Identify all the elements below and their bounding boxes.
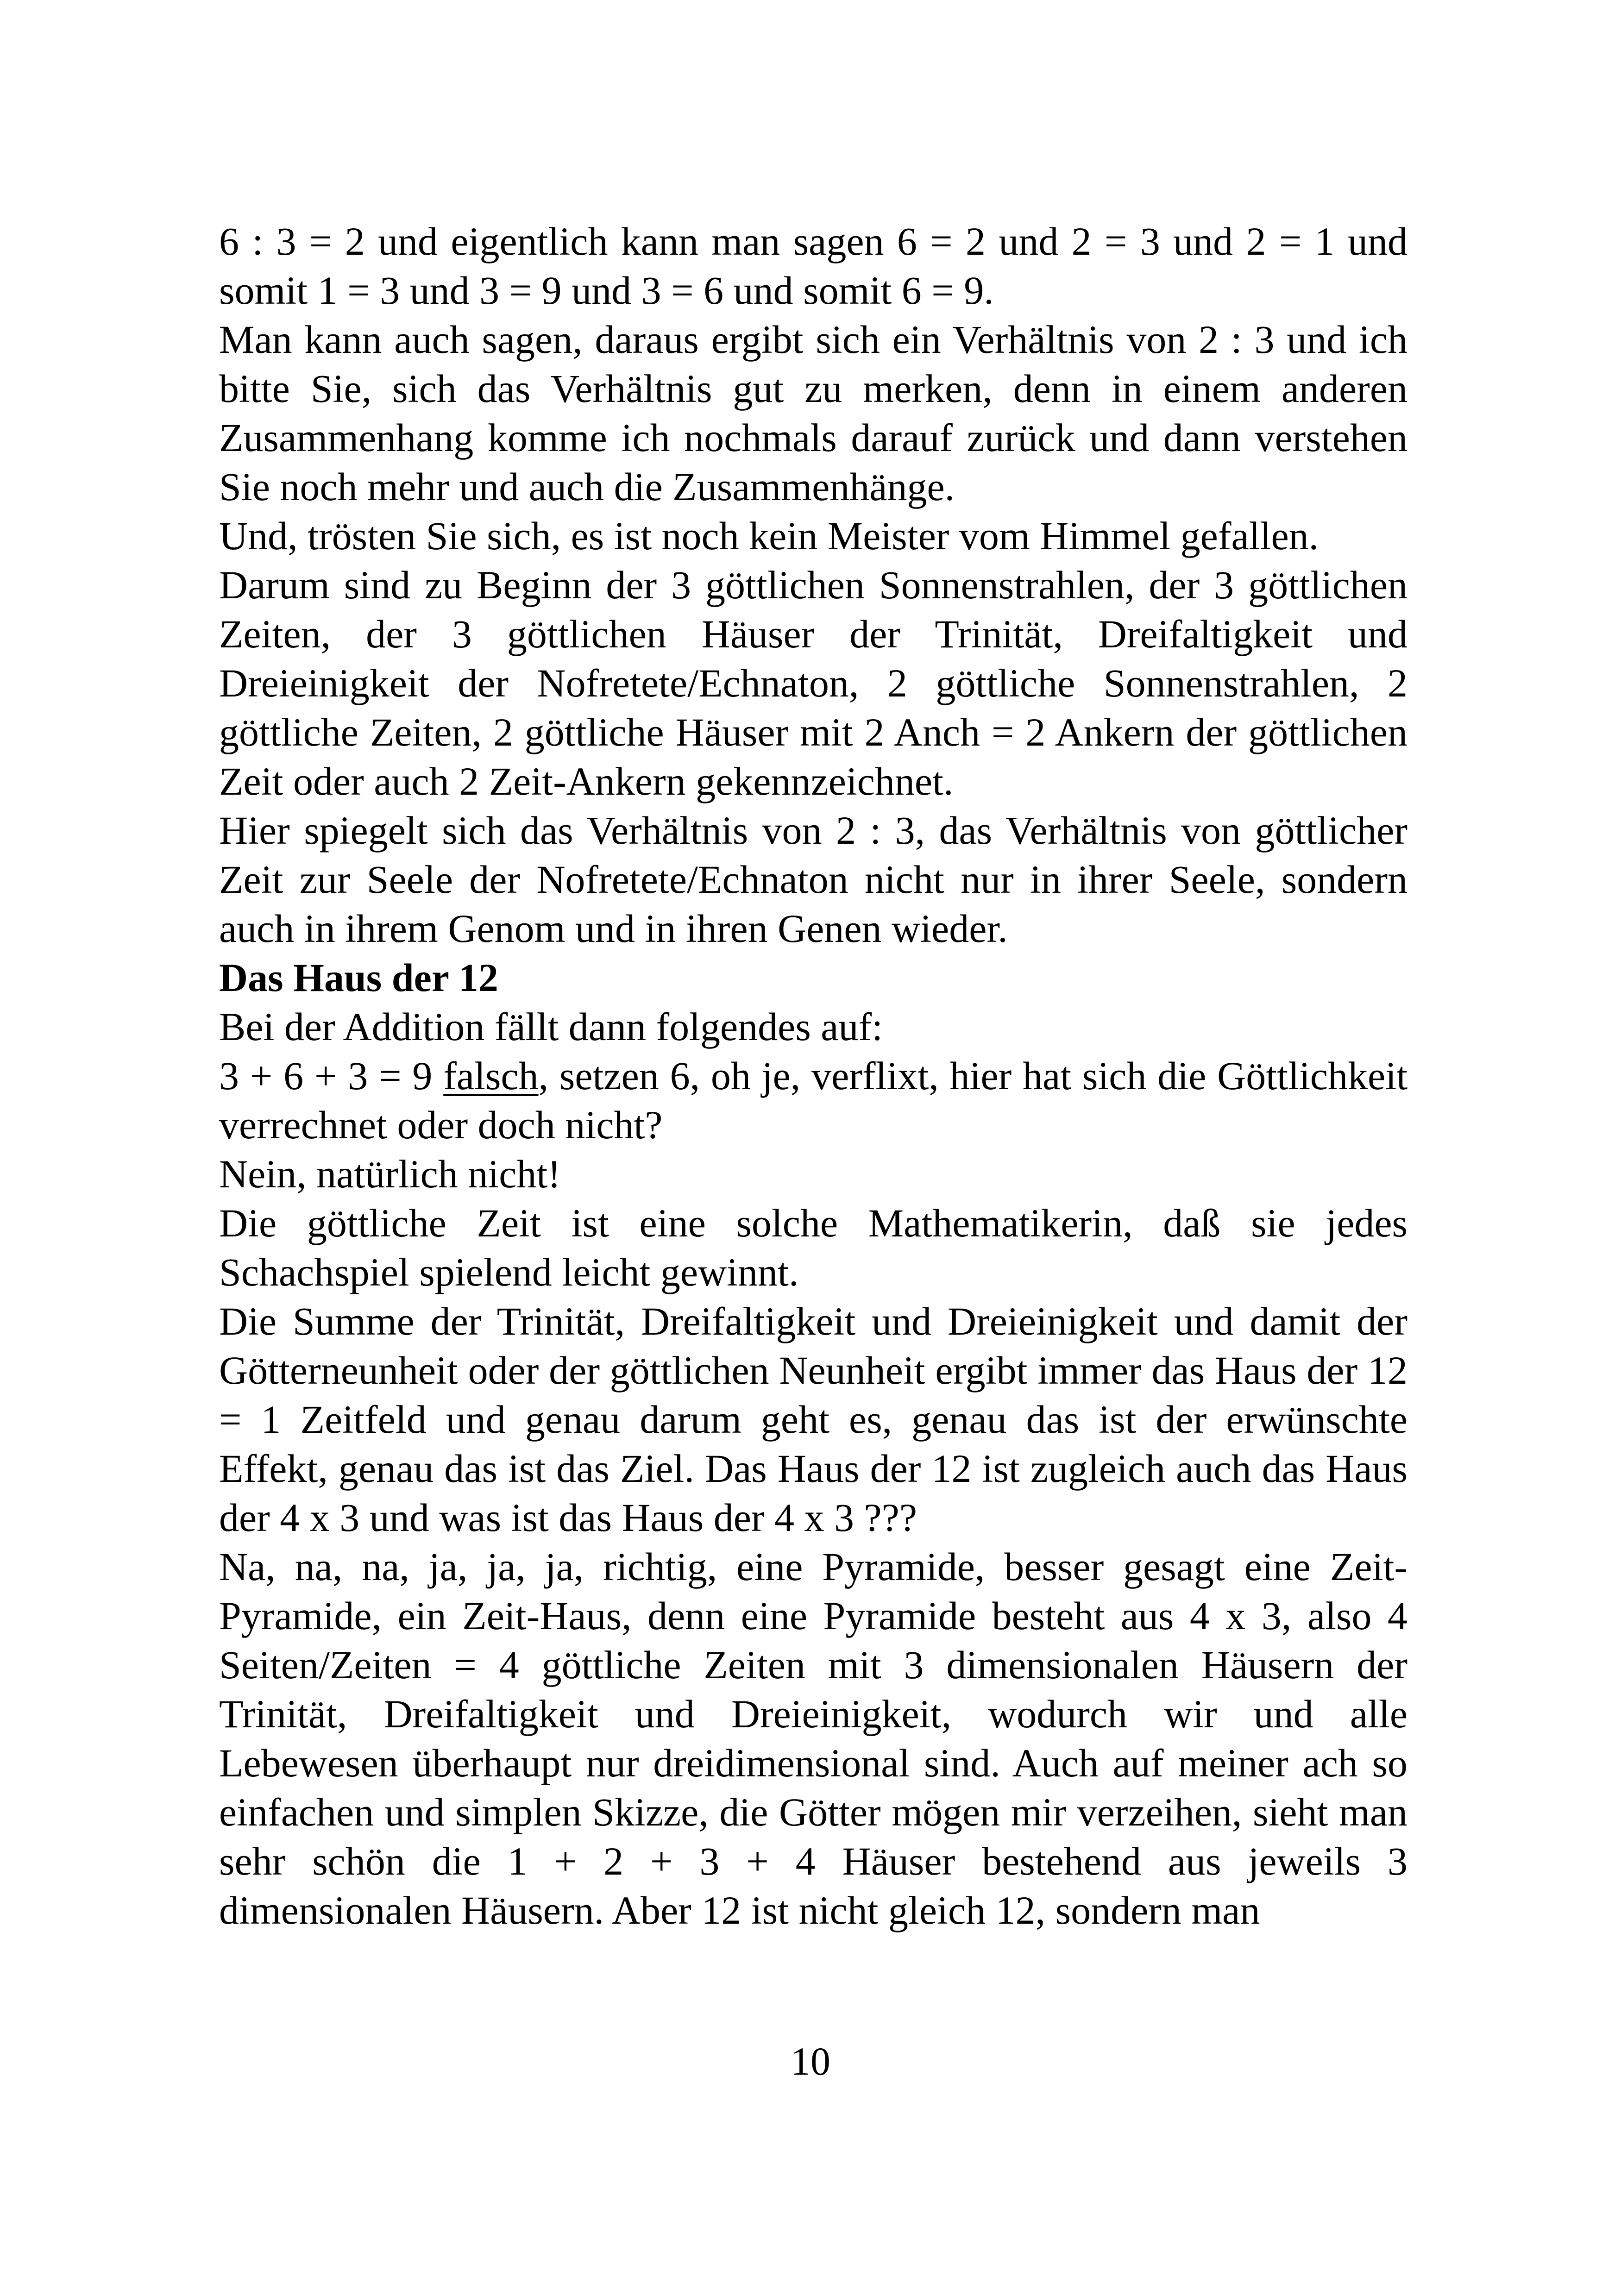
paragraph-ratio-equalities: 6 : 3 = 2 und eigentlich kann man sagen 6 = 2 und 2 = 3 und 2 = 1 und somit 1 = 3 und 3 = 9 und 3 = 6 und somit 6 = 9. — [219, 219, 1407, 313]
paragraph-sum-trinity: Die Summe der Trinität, Dreifaltigkeit und Dreieinigkeit und damit der Götterneunheit oder der göttlichen Neunheit ergibt immer das Haus der 12 = 1 Zeitfeld und genau darum geht es, genau das ist der erwünschte Effekt, genau das ist das Ziel. Das Haus der 12 ist zugleich auch das Haus der 4 x 3 und was ist das Haus der 4 x 3 ??? — [219, 1299, 1407, 1540]
paragraph-of-course-not: Nein, natürlich nicht! — [219, 1152, 561, 1196]
paragraph-mirror-ratio: Hier spiegelt sich das Verhältnis von 2 : 3, das Verhältnis von göttlicher Zeit zur Seele der Nofretete/Echnaton nicht nur in ihrer Seele, sondern auch in ihrem Genom und in ihren Genen wieder. — [219, 808, 1407, 951]
page-number: 10 — [791, 2039, 830, 2083]
section-heading: Das Haus der 12 — [219, 955, 498, 1000]
paragraph-pyramid: Na, na, na, ja, ja, ja, richtig, eine Pyramide, besser gesagt eine Zeit-Pyramide, ein Zeit-Haus, denn eine Pyramide besteht aus 4 x 3, also 4 Seiten/Zeiten = 4 göttliche Zeiten mit 3 dimensionalen Häusern der Trinität, Dreifaltigkeit und Dreieinigkeit, wodurch wir und alle Lebewesen überhaupt nur dreidimensional sind. Auch auf meiner ach so einfachen und simplen Skizze, die Götter mögen mir verzeihen, sieht man sehr schön die 1 + 2 + 3 + 4 Häuser bestehend aus jeweils 3 dimensionalen Häusern. Aber 12 ist nicht gleich 12, sondern man — [219, 1544, 1407, 1932]
paragraph-no-master: Und, trösten Sie sich, es ist noch kein Meister vom Himmel gefallen. — [219, 514, 1319, 558]
equation-underlined-word: falsch — [443, 1054, 539, 1098]
page-body — [219, 217, 1407, 1935]
paragraph-sun-rays: Darum sind zu Beginn der 3 göttlichen Sonnenstrahlen, der 3 göttlichen Zeiten, der 3 göttlichen Häuser der Trinität, Dreifaltigkeit und Dreieinigkeit der Nofretete/Echnaton, 2 göttliche Sonnenstrahlen, 2 göttliche Zeiten, 2 göttliche Häuser mit 2 Anch = 2 Ankern der göttlichen Zeit oder auch 2 Zeit-Ankern gekennzeichnet. — [219, 563, 1407, 803]
paragraph-equation — [219, 1051, 1407, 1149]
paragraph-mathematician: Die göttliche Zeit ist eine solche Mathematikerin, daß sie jedes Schachspiel spielend leicht gewinnt. — [219, 1201, 1407, 1294]
paragraph-ratio-2-3: Man kann auch sagen, daraus ergibt sich ein Verhältnis von 2 : 3 und ich bitte Sie, sich das Verhältnis gut zu merken, denn in einem anderen Zusammenhang komme ich nochmals darauf zurück und dann verstehen Sie noch mehr und auch die Zusammenhänge. — [219, 317, 1407, 509]
equation-before: 3 + 6 + 3 = 9 — [219, 1054, 444, 1098]
paragraph-addition-intro: Bei der Addition fällt dann folgendes auf: — [219, 1004, 883, 1049]
equation-after: , setzen 6, oh je, verflixt, hier hat sich die Göttlichkeit verrechnet oder doch nicht? — [219, 1054, 1407, 1147]
